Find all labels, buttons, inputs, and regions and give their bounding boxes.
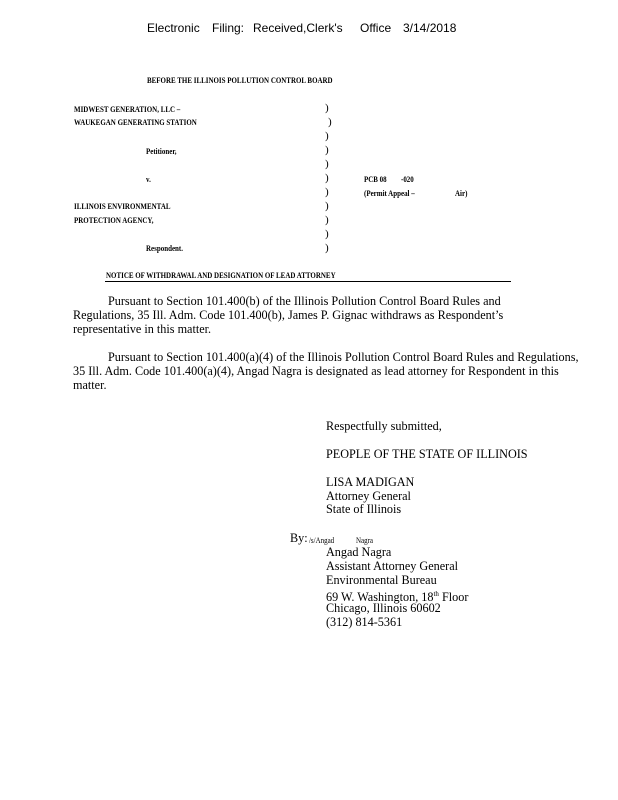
versus: v. (146, 174, 151, 184)
notice-title: NOTICE OF WITHDRAWAL AND DESIGNATION OF LEAD ATTORNEY (106, 270, 336, 280)
stamp-date: 3/14/2018 (403, 21, 457, 35)
paragraph-withdrawal: Pursuant to Section 101.400(b) of the Illinois Pollution Control Board Rules and Regulations, 35 Ill. Adm. Code 101.400(b), James P. Gignac withdraws as Respondent’s representative in this matter. (73, 294, 504, 336)
caption-paren: ) (325, 242, 329, 254)
case-type-a: (Permit Appeal – (364, 188, 415, 198)
electronic-signature-a: /s/Angad (309, 535, 335, 545)
respondent-name-line1: ILLINOIS ENVIRONMENTAL (74, 201, 171, 211)
attorney-title: Assistant Attorney General (326, 559, 459, 573)
electronic-signature-b: Nagra (356, 535, 374, 545)
paragraph-designation: Pursuant to Section 101.400(a)(4) of the Illinois Pollution Control Board Rules and Regulations, 35 Ill. Adm. Code 101.400(a)(4), Angad Nagra is designated as lead attorney for Respondent in this matter. (73, 350, 579, 392)
case-type-b: Air) (455, 188, 468, 198)
respondent-name-line2: PROTECTION AGENCY, (74, 215, 154, 225)
address-floor: Floor (438, 590, 469, 605)
caption-paren: ) (325, 144, 329, 156)
address-ordinal: th (433, 590, 439, 598)
case-number-b: -020 (401, 174, 414, 184)
respondent-role: Respondent. (146, 243, 183, 253)
attorney-general-title: Attorney General (326, 489, 411, 503)
petitioner-name-line2: WAUKEGAN GENERATING STATION (74, 117, 197, 127)
caption-paren: ) (328, 116, 332, 128)
party-name: PEOPLE OF THE STATE OF ILLINOIS (326, 447, 528, 461)
caption-paren: ) (325, 228, 329, 240)
stamp-office: Office (360, 21, 392, 35)
stamp-received: Received,Clerk's (253, 21, 343, 35)
address-street: 69 W. Washington, 18 (326, 590, 434, 605)
caption-paren: ) (325, 158, 329, 170)
by-label: By: (290, 531, 308, 545)
caption-paren: ) (325, 200, 329, 212)
caption-paren: ) (325, 214, 329, 226)
court-heading: BEFORE THE ILLINOIS POLLUTION CONTROL BOARD (147, 75, 333, 85)
case-number-a: PCB 08 (364, 174, 387, 184)
title-underline (105, 281, 511, 282)
caption-paren: ) (325, 102, 329, 114)
phone: (312) 814-5361 (326, 615, 403, 629)
attorney-name: Angad Nagra (326, 545, 392, 559)
stamp-filing: Filing: (212, 21, 245, 35)
attorney-general-state: State of Illinois (326, 502, 402, 516)
caption-paren: ) (325, 130, 329, 142)
caption-paren: ) (325, 172, 329, 184)
address-line2: Chicago, Illinois 60602 (326, 601, 441, 615)
closing: Respectfully submitted, (326, 419, 442, 433)
petitioner-name-line1: MIDWEST GENERATION, LLC – (74, 104, 181, 114)
caption-paren: ) (325, 186, 329, 198)
stamp-electronic: Electronic (147, 21, 200, 35)
petitioner-role: Petitioner, (146, 146, 177, 156)
attorney-general-name: LISA MADIGAN (326, 475, 415, 489)
bureau: Environmental Bureau (326, 573, 437, 587)
